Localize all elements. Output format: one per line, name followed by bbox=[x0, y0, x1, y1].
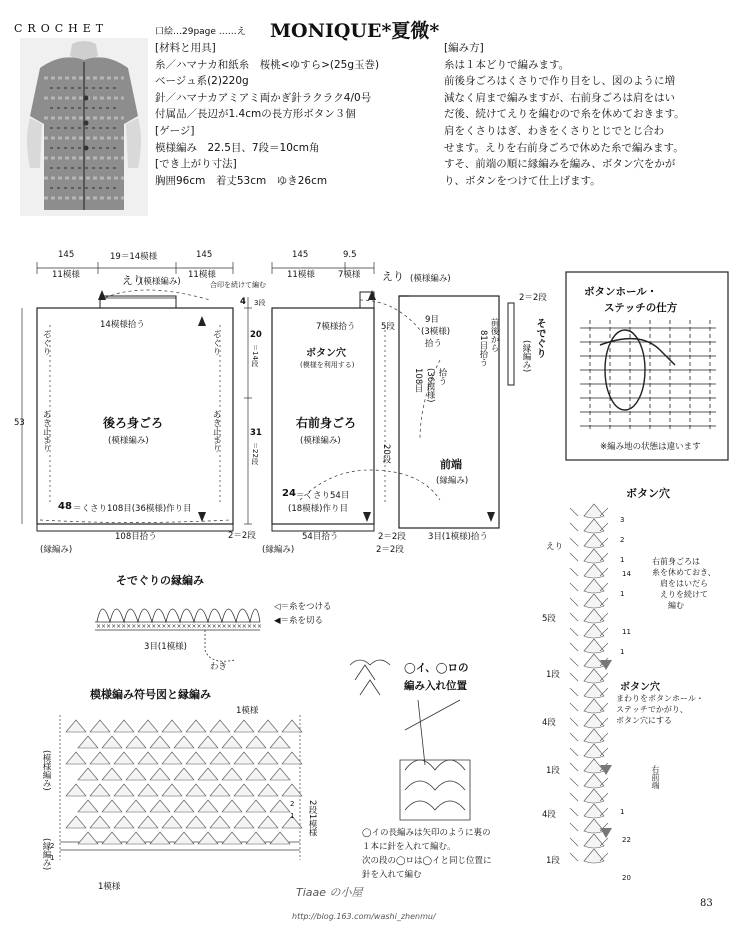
buttonhole-stitch-mark bbox=[584, 564, 604, 578]
back-rows-top-sub: 3段 bbox=[254, 299, 266, 307]
svg-text:××××××××××××××××××××××××××××××: ××××××××××××××××××××××××××××××××× bbox=[96, 623, 262, 630]
fan-stitch-mark bbox=[102, 800, 122, 812]
back-side-left: そぐり bbox=[41, 330, 51, 356]
fan-stitch-mark bbox=[234, 784, 254, 796]
fan-stitch-mark bbox=[126, 768, 146, 780]
buttonhole-row-label: 1段 bbox=[546, 766, 560, 776]
fan-stitch-mark bbox=[258, 816, 278, 828]
bh-row-mark: 22 bbox=[622, 836, 631, 844]
band-side-pick-3: 拾う bbox=[437, 368, 447, 385]
fan-stitch-mark bbox=[90, 816, 110, 828]
pattern-row-mark: 1 bbox=[290, 812, 295, 820]
fan-stitch-mark bbox=[78, 736, 98, 748]
fan-stitch-mark bbox=[246, 832, 266, 844]
fan-stitch-mark bbox=[174, 736, 194, 748]
position-note: １本に針を入れて編む。 bbox=[362, 842, 456, 852]
back-cast-on-num: 48 bbox=[58, 501, 72, 512]
fan-stitch-mark bbox=[270, 800, 290, 812]
materials-heading: [材料と用具] bbox=[155, 42, 216, 54]
sleeve-edge-title: そでぐりの縁編み bbox=[116, 574, 204, 587]
buttonhole-stitch-mark bbox=[584, 849, 604, 863]
materials-line: 糸／ハマナカ和紙糸 桜桃<ゆすら>(25g玉巻) bbox=[155, 58, 380, 71]
buttonhole-row-label: 4段 bbox=[542, 810, 556, 820]
buttonhole-stitch-mark bbox=[584, 834, 604, 848]
right-front-edge-label: 右前端 bbox=[651, 765, 660, 789]
back-dim-right: 145 bbox=[196, 250, 213, 260]
buttonhole-note: 肩をはいだら bbox=[660, 579, 708, 588]
buttonhole-stitch-mark bbox=[584, 624, 604, 638]
method-line: 肩をくさりはぎ、わきをくさりとじでとじ合わ bbox=[444, 124, 665, 137]
fan-stitch-mark bbox=[174, 832, 194, 844]
fan-stitch-mark bbox=[198, 800, 218, 812]
front-sub-right: 7模様 bbox=[338, 270, 361, 280]
buttonhole-stitch-mark bbox=[584, 669, 604, 683]
fan-stitch-mark bbox=[78, 832, 98, 844]
front-band-pattern: (縁編み) bbox=[436, 476, 469, 486]
pattern-row-mark: 2 bbox=[290, 800, 295, 808]
buttonhole-row-label: 1段 bbox=[546, 670, 560, 680]
front-sub-left: 11模様 bbox=[287, 270, 315, 280]
fan-stitch-mark bbox=[174, 800, 194, 812]
fan-stitch-mark bbox=[90, 720, 110, 732]
method-line: せます。えりを右前身ごろで休めた糸で編みます。 bbox=[444, 141, 684, 154]
fan-stitch-mark bbox=[186, 816, 206, 828]
bh-row-mark: 20 bbox=[622, 874, 631, 882]
right-front-pattern: (模様編み) bbox=[300, 436, 341, 446]
pattern-row-mark: 2 bbox=[50, 842, 55, 850]
materials-line: 付属品／長辺が1.4cmの長方形ボタン３個 bbox=[155, 108, 356, 121]
fan-stitch-mark bbox=[222, 736, 242, 748]
back-collar-label: えり bbox=[122, 274, 144, 287]
fan-stitch-mark bbox=[150, 832, 170, 844]
position-note: 針を入れて編む bbox=[362, 870, 422, 880]
bh-row-mark: 1 bbox=[620, 590, 625, 598]
fan-stitch-mark bbox=[234, 752, 254, 764]
buttonhole-stitch-mark bbox=[584, 744, 604, 758]
back-collar-sub: (模様編み) bbox=[140, 277, 181, 287]
buttonhole-stitch-mark bbox=[584, 684, 604, 698]
front-shoulder-pick: 7模様拾う bbox=[316, 322, 356, 332]
fan-stitch-mark bbox=[138, 816, 158, 828]
front-cast-on-num: 24 bbox=[282, 488, 296, 499]
fan-stitch-mark bbox=[90, 752, 110, 764]
fan-stitch-mark bbox=[162, 816, 182, 828]
buttonhole-note: 編む bbox=[668, 601, 684, 610]
buttonhole-row5: 5段 bbox=[542, 614, 556, 624]
front-dim-left: 145 bbox=[292, 250, 309, 260]
stitch-box-title-2: ステッチの仕方 bbox=[604, 302, 678, 314]
buttonhole-chart-title: ボタン穴 bbox=[626, 487, 670, 500]
armhole-pick-2: 81目拾う bbox=[478, 330, 488, 367]
buttonhole-sub-note: ボタン穴にする bbox=[616, 716, 672, 725]
buttonhole-sub-note: まわりをボタンホール・ bbox=[616, 694, 704, 703]
method-line: だ後、続けてえりを編むので糸を休めておきます。 bbox=[444, 108, 685, 121]
page-reference: 口絵…29page ……え bbox=[155, 27, 246, 37]
back-side-right: そぐり bbox=[211, 330, 221, 356]
armhole-label: そでぐり bbox=[534, 318, 545, 358]
armhole-pick: 前後から bbox=[489, 318, 499, 352]
right-front-name: 右前身ごろ bbox=[296, 416, 357, 430]
fan-stitch-mark bbox=[186, 720, 206, 732]
fan-stitch-mark bbox=[102, 768, 122, 780]
fan-stitch-mark bbox=[114, 816, 134, 828]
buttonhole-stitch-mark bbox=[584, 699, 604, 713]
fan-stitch-mark bbox=[258, 720, 278, 732]
method-line: 糸は１本どりで編みます。 bbox=[444, 58, 570, 71]
back-collar-note: 合印を続けて編む bbox=[210, 281, 266, 289]
buttonhole-stitch-mark bbox=[584, 504, 604, 518]
buttonhole-note: 右前身ごろは bbox=[652, 557, 700, 566]
sleeve-edging-chart bbox=[95, 609, 260, 661]
fan-stitch-mark bbox=[186, 784, 206, 796]
edging-left-label: (縁編み) bbox=[41, 838, 51, 871]
stitch-box-title: ボタンホール・ bbox=[584, 286, 658, 298]
front-collar-label: えり bbox=[382, 270, 404, 283]
fan-stitch-mark bbox=[150, 768, 170, 780]
back-rows-low-sub: ＝22段 bbox=[251, 442, 259, 465]
sleeve-side: わき bbox=[210, 662, 228, 672]
back-pattern-label: (模様編み) bbox=[108, 436, 149, 446]
fan-stitch-mark bbox=[222, 832, 242, 844]
fan-stitch-mark bbox=[138, 752, 158, 764]
fan-stitch-mark bbox=[126, 800, 146, 812]
back-cast-on: ＝くさり108目(36模様)作り目 bbox=[73, 504, 192, 514]
fan-stitch-mark bbox=[138, 720, 158, 732]
front-hem-rows: 2＝2段 bbox=[376, 545, 404, 555]
pattern-repeat-label: 1模様 bbox=[236, 706, 259, 716]
fan-stitch-mark bbox=[174, 768, 194, 780]
buttonhole-stitch-mark bbox=[584, 714, 604, 728]
back-open-right: あき止まり bbox=[211, 410, 221, 453]
fan-stitch-mark bbox=[126, 832, 146, 844]
legend-cut: ◀＝糸を切る bbox=[274, 616, 324, 626]
fan-stitch-mark bbox=[102, 736, 122, 748]
fan-stitch-mark bbox=[186, 752, 206, 764]
back-dim-center: 19＝14模様 bbox=[110, 252, 158, 262]
front-band-name: 前端 bbox=[440, 458, 462, 471]
back-hem-pick: 108目拾う bbox=[115, 532, 157, 542]
fan-stitch-mark bbox=[102, 832, 122, 844]
buttonhole-stitch-mark bbox=[584, 789, 604, 803]
bh-row-mark: 1 bbox=[620, 556, 625, 564]
fan-stitch-mark bbox=[162, 752, 182, 764]
gauge-value: 模様編み 22.5目、7段＝10cm角 bbox=[155, 141, 320, 154]
fan-stitch-mark bbox=[66, 816, 86, 828]
fan-stitch-mark bbox=[270, 736, 290, 748]
size-heading: [でき上がり寸法] bbox=[155, 158, 237, 171]
method-line: り、ボタンをつけて仕上げます。 bbox=[444, 174, 601, 187]
back-shoulder-pick: 14模様拾う bbox=[100, 320, 145, 330]
fan-stitch-mark bbox=[198, 768, 218, 780]
front-hem-pick: 54目拾う bbox=[302, 532, 339, 542]
buttonhole-stitch-mark bbox=[584, 804, 604, 818]
back-sub-left: 11模様 bbox=[52, 270, 80, 280]
buttonhole-stitch-mark bbox=[584, 579, 604, 593]
fan-stitch-mark bbox=[210, 784, 230, 796]
stitch-box-note: ※編み地の状態は違います bbox=[600, 442, 701, 452]
fan-stitch-mark bbox=[210, 752, 230, 764]
pattern-row-mark: 1 bbox=[50, 854, 55, 862]
back-rows-top: 4 bbox=[240, 297, 246, 307]
back-sub-right: 11模様 bbox=[188, 270, 216, 280]
bh-row-mark: 3 bbox=[620, 516, 625, 524]
fan-stitch-mark bbox=[162, 784, 182, 796]
band-bottom-pick: 3目(1模様)拾う bbox=[428, 532, 488, 542]
buttonhole-stitch-mark bbox=[584, 639, 604, 653]
back-piece-name: 後ろ身ごろ bbox=[103, 416, 164, 430]
armhole-sub: (縁編み) bbox=[521, 340, 531, 373]
front-row5: 5段 bbox=[381, 322, 395, 332]
back-hem-label: (縁編み) bbox=[40, 545, 73, 555]
fan-stitch-mark bbox=[234, 816, 254, 828]
watermark-text: Tiaae の小屋 bbox=[296, 886, 363, 899]
bh-row-mark: 2 bbox=[620, 536, 625, 544]
buttonhole-stitch-mark bbox=[584, 609, 604, 623]
sleeve-repeat: 3目(1模様) bbox=[144, 642, 187, 652]
fan-stitch-mark bbox=[150, 736, 170, 748]
front-cast-on-2: (18模様)作り目 bbox=[288, 504, 348, 514]
buttonhole-row-label: 1段 bbox=[546, 856, 560, 866]
fan-stitch-mark bbox=[258, 752, 278, 764]
materials-line: ベージュ系(2)220g bbox=[155, 75, 249, 88]
band-side-pick-2: (36模様) bbox=[425, 368, 435, 403]
front-cast-on: ＝くさり54目 bbox=[296, 491, 350, 501]
fan-stitch-mark bbox=[114, 784, 134, 796]
method-line: すそ、前端の順に縁編みを編み、ボタン穴をかが bbox=[444, 158, 676, 171]
back-rows-low: 31 bbox=[250, 428, 262, 438]
legend-attach: ◁＝糸をつける bbox=[274, 602, 332, 612]
position-title: ◯イ、◯ロの bbox=[404, 662, 469, 674]
bh-row-mark: 14 bbox=[622, 570, 631, 578]
fan-stitch-mark bbox=[234, 720, 254, 732]
buttonhole-sub-title: ボタン穴 bbox=[620, 682, 660, 693]
fan-stitch-mark bbox=[66, 752, 86, 764]
crochet-label: CROCHET bbox=[14, 22, 109, 35]
method-heading: [編み方] bbox=[444, 42, 484, 54]
back-hem-rows: 2＝2段 bbox=[228, 531, 256, 541]
buttonhole-note: (模様を利用する) bbox=[300, 361, 355, 369]
fan-stitch-mark bbox=[78, 800, 98, 812]
band-top-pick-3: 拾う bbox=[425, 339, 443, 349]
band-top-pick-2: (3模様) bbox=[421, 327, 451, 337]
fan-stitch-mark bbox=[270, 768, 290, 780]
pattern-title: MONIQUE*夏微* bbox=[270, 20, 440, 42]
buttonhole-chart-column bbox=[570, 504, 608, 863]
size-value: 胸囲96cm 着丈53cm ゆき26cm bbox=[155, 174, 328, 187]
fan-stitch-mark bbox=[198, 832, 218, 844]
bh-row-mark: 1 bbox=[620, 648, 625, 656]
gauge-heading: [ゲージ] bbox=[155, 124, 195, 137]
armhole-rows: 2＝2段 bbox=[519, 293, 547, 303]
fan-stitch-mark bbox=[210, 816, 230, 828]
back-height: 53 bbox=[14, 418, 25, 428]
fan-stitch-mark bbox=[222, 800, 242, 812]
armhole-strip bbox=[508, 303, 514, 385]
buttonhole-note: えりを続けて bbox=[660, 590, 708, 599]
pattern-bottom-label: 1模様 bbox=[98, 882, 121, 892]
buttonhole-stitch-mark bbox=[584, 819, 604, 833]
fan-stitch-mark bbox=[258, 784, 278, 796]
band-hem-rows: 2＝2段 bbox=[378, 532, 406, 542]
back-dim-left: 145 bbox=[58, 250, 75, 260]
fan-stitch-mark bbox=[222, 768, 242, 780]
buttonhole-sub-note: ステッチでかがり、 bbox=[616, 705, 688, 714]
fan-stitch-mark bbox=[282, 784, 302, 796]
position-note: 次の段の◯ロは◯イと同じ位置に bbox=[362, 856, 492, 866]
watermark-url: http://blog.163.com/washi_zhenmu/ bbox=[292, 912, 436, 921]
bh-row-mark: 11 bbox=[622, 628, 631, 636]
fan-stitch-mark bbox=[246, 800, 266, 812]
buttonhole-stitch-mark bbox=[584, 534, 604, 548]
front-collar-sub: (模様編み) bbox=[410, 274, 451, 284]
pattern-left-label: (模様編み) bbox=[41, 750, 51, 791]
fan-stitch-mark bbox=[150, 800, 170, 812]
position-note: ◯イの長編みは矢印のように裏の bbox=[362, 828, 491, 838]
fan-stitch-mark bbox=[66, 784, 86, 796]
pattern-right-label: 2段1模様 bbox=[307, 800, 317, 837]
buttonhole-stitch-mark bbox=[584, 519, 604, 533]
band-top-pick: 9目 bbox=[425, 315, 439, 325]
fan-stitch-mark bbox=[114, 752, 134, 764]
front-hem-label: (縁編み) bbox=[262, 545, 295, 555]
buttonhole-stitch-mark bbox=[584, 774, 604, 788]
buttonhole-stitch-mark bbox=[584, 549, 604, 563]
fan-stitch-mark bbox=[114, 720, 134, 732]
method-line: 前後身ごろはくさりで作り目をし、図のように増 bbox=[444, 75, 675, 88]
fan-stitch-mark bbox=[282, 720, 302, 732]
right-front-rows: 20段 bbox=[381, 444, 391, 464]
buttonhole-note: 糸を休めておき、 bbox=[652, 568, 716, 577]
buttonhole-stitch-illustration bbox=[580, 320, 716, 430]
back-open-left: あき止まり bbox=[41, 410, 51, 453]
materials-line: 針／ハマナカアミアミ両かぎ針ラクラク4/0号 bbox=[155, 91, 372, 104]
fan-stitch-mark bbox=[126, 736, 146, 748]
fan-stitch-mark bbox=[246, 736, 266, 748]
front-dim-right: 9.5 bbox=[343, 250, 357, 260]
fan-stitch-mark bbox=[90, 784, 110, 796]
fan-stitch-mark bbox=[210, 720, 230, 732]
fan-stitch-mark bbox=[282, 752, 302, 764]
fan-stitch-mark bbox=[78, 768, 98, 780]
pattern-chart-title: 模様編み符号図と縁編み bbox=[90, 688, 211, 701]
page-number: 83 bbox=[700, 898, 713, 909]
buttonhole-stitch-mark bbox=[584, 594, 604, 608]
fan-stitch-mark bbox=[66, 720, 86, 732]
buttonhole-stitch-mark bbox=[584, 729, 604, 743]
fan-stitch-mark bbox=[270, 832, 290, 844]
back-rows-mid: 20 bbox=[250, 330, 262, 340]
fan-stitch-mark bbox=[138, 784, 158, 796]
back-rows-mid-sub: ＝14段 bbox=[251, 344, 259, 367]
band-side-pick: 108目 bbox=[413, 368, 423, 393]
fan-stitch-mark bbox=[162, 720, 182, 732]
bh-row-mark: 1 bbox=[620, 808, 625, 816]
buttonhole-row-label: 4段 bbox=[542, 718, 556, 728]
method-line: 減なく肩まで編みますが、右前身ごろは肩をはい bbox=[444, 91, 675, 104]
fan-stitch-mark bbox=[198, 736, 218, 748]
buttonhole-label: ボタン穴 bbox=[306, 348, 346, 359]
fan-stitch-mark bbox=[246, 768, 266, 780]
buttonhole-collar-label: えり bbox=[546, 542, 564, 552]
position-title-2: 編み入れ位置 bbox=[404, 680, 467, 692]
